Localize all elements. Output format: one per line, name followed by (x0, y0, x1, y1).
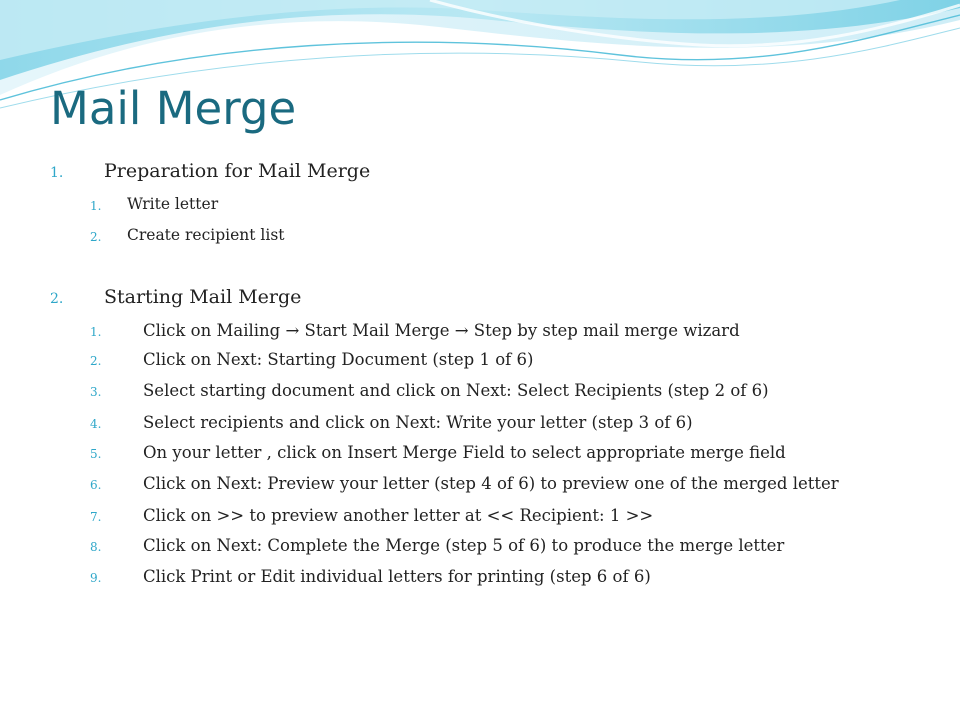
item-text: Click on Mailing → Start Mail Merge → Step by step mail merge wizard (143, 321, 740, 340)
item-number: 8. (90, 540, 102, 554)
item-text: Click on Next: Preview your letter (step 4 of 6) to preview one of the merged letter (143, 474, 839, 493)
slide-title: Mail Merge (50, 82, 297, 135)
section-heading-text: Starting Mail Merge (104, 286, 302, 308)
item-text: Write letter (127, 195, 219, 213)
item-text: Select starting document and click on Next: Select Recipients (step 2 of 6) (143, 381, 769, 400)
item-text: Click on Next: Complete the Merge (step 5 of 6) to produce the merge letter (143, 536, 785, 555)
section-heading-text: Preparation for Mail Merge (104, 160, 371, 182)
item-text: Click on Next: Starting Document (step 1 of 6) (143, 350, 534, 369)
item-number: 1. (90, 325, 102, 339)
section-number: 2. (50, 291, 64, 307)
item-number: 2. (90, 230, 102, 244)
item-text: Select recipients and click on Next: Write your letter (step 3 of 6) (143, 413, 693, 432)
item-number: 4. (90, 417, 102, 431)
item-number: 7. (90, 510, 102, 524)
item-number: 2. (90, 354, 102, 368)
item-number: 3. (90, 385, 102, 399)
item-text: Click Print or Edit individual letters for printing (step 6 of 6) (143, 567, 651, 586)
section-number: 1. (50, 165, 64, 181)
item-number: 9. (90, 571, 102, 585)
item-text: Create recipient list (127, 226, 285, 244)
item-text: On your letter , click on Insert Merge Field to select appropriate merge field (143, 443, 786, 462)
item-number: 5. (90, 447, 102, 461)
item-number: 6. (90, 478, 102, 492)
item-number: 1. (90, 199, 102, 213)
item-text: Click on >> to preview another letter at << Recipient: 1 >> (143, 506, 654, 525)
